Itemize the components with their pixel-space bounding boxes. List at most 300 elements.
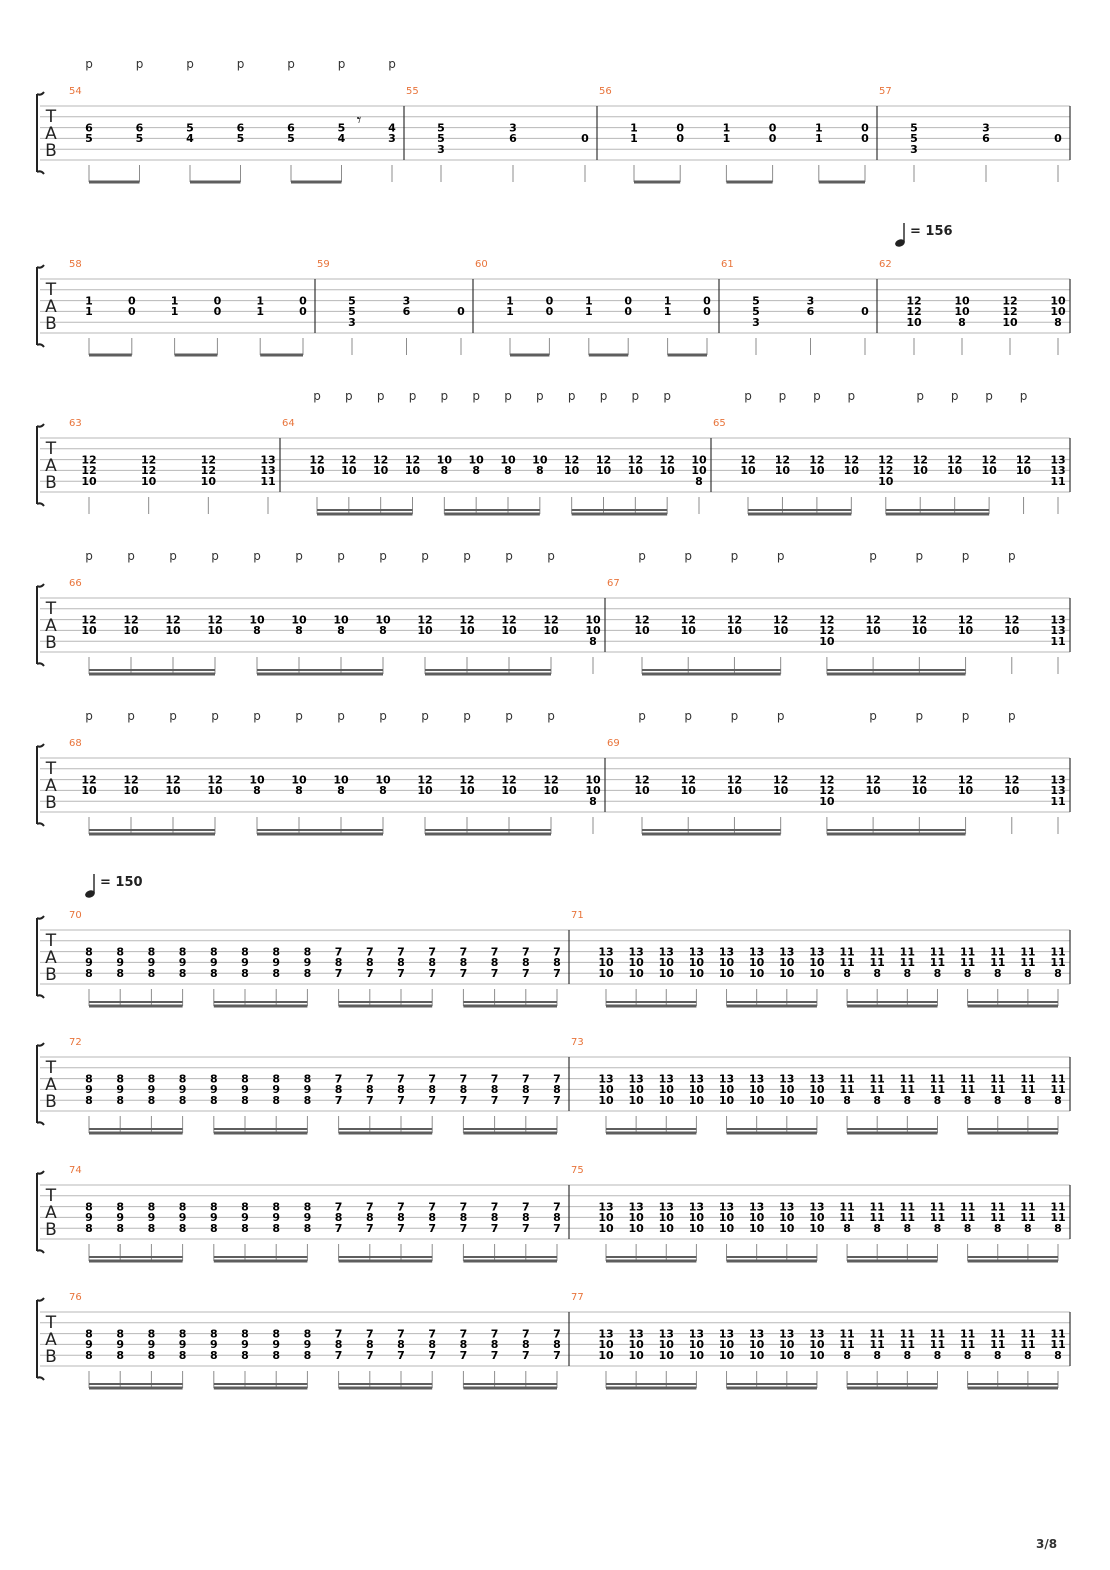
fret-number: 12: [634, 773, 650, 787]
fret-number: 8: [440, 464, 449, 478]
fret-number: 7: [365, 967, 374, 980]
fret-number: 8: [695, 475, 703, 488]
eighth-rest: 𝄾: [356, 110, 362, 131]
fret-number: 8: [178, 1072, 187, 1086]
fret-number: 8: [504, 464, 512, 478]
fret-number: 10: [688, 1222, 705, 1235]
fret-number: 10: [81, 624, 97, 638]
fret-number: 10: [333, 613, 349, 627]
fret-number: 7: [521, 1094, 530, 1107]
fret-number: 11: [869, 1327, 885, 1341]
fret-number: 13: [1050, 453, 1066, 467]
fret-number: 6: [509, 132, 517, 146]
fret-number: 9: [116, 1338, 125, 1352]
fret-number: 8: [365, 1338, 374, 1352]
fret-number: 8: [843, 1349, 851, 1362]
fret-number: 7: [428, 967, 437, 980]
fret-number: 12: [947, 453, 963, 467]
fret-number: 13: [260, 464, 276, 478]
fret-number: 9: [209, 1083, 218, 1097]
fret-number: 8: [303, 1222, 312, 1235]
fret-number: 8: [303, 1349, 312, 1362]
fret-number: 12: [373, 453, 389, 467]
fret-number: 13: [688, 1072, 705, 1086]
fret-number: 10: [688, 1094, 705, 1107]
fret-number: 11: [1020, 1072, 1036, 1086]
fret-number: 12: [417, 773, 433, 787]
fret-number: 11: [899, 1200, 915, 1214]
fret-number: 12: [207, 613, 223, 627]
fret-number: 11: [929, 1200, 946, 1214]
fret-number: 9: [178, 1083, 187, 1097]
fret-number: 11: [959, 1200, 976, 1214]
fret-number: 12: [740, 453, 756, 467]
fret-number: 8: [1024, 967, 1032, 980]
system-bracket: [37, 584, 44, 666]
fret-number: 13: [779, 945, 795, 959]
fret-number: 8: [903, 967, 912, 980]
fret-number: 8: [536, 464, 544, 478]
fret-number: 8: [147, 1327, 156, 1341]
fret-number: 9: [272, 956, 281, 970]
palm-mute-mark: p: [169, 709, 177, 723]
fret-number: 3: [752, 316, 760, 329]
palm-mute-mark: p: [236, 57, 245, 71]
fret-number: 10: [249, 613, 265, 627]
fret-number: 7: [397, 967, 405, 980]
fret-number: 7: [397, 1200, 405, 1214]
palm-mute-mark: p: [376, 389, 385, 403]
fret-number: 0: [213, 305, 222, 319]
fret-number: 0: [213, 294, 222, 308]
palm-mute-mark: p: [915, 709, 924, 723]
fret-number: 11: [990, 1338, 1006, 1352]
measure-number: 68: [69, 738, 82, 749]
fret-number: 5: [337, 121, 346, 135]
fret-number: 10: [954, 305, 970, 319]
fret-number: 8: [295, 784, 303, 798]
fret-number: 12: [957, 613, 974, 627]
fret-number: 8: [334, 1338, 343, 1352]
fret-number: 11: [1050, 1338, 1066, 1352]
palm-mute-mark: p: [295, 709, 303, 723]
fret-number: 10: [947, 464, 963, 478]
measure-number: 77: [571, 1292, 584, 1303]
fret-number: 7: [397, 1094, 405, 1107]
palm-mute-mark: p: [472, 389, 480, 403]
fret-number: 11: [1050, 635, 1066, 648]
fret-number: 9: [116, 1083, 125, 1097]
fret-number: 8: [241, 1222, 249, 1235]
palm-mute-mark: p: [599, 389, 608, 403]
fret-number: 10: [628, 1211, 644, 1225]
fret-number: 13: [1050, 624, 1066, 638]
fret-number: 1: [256, 305, 265, 319]
fret-number: 8: [873, 1222, 882, 1235]
fret-number: 10: [598, 1349, 614, 1362]
fret-number: 8: [365, 956, 374, 970]
fret-number: 8: [397, 956, 405, 970]
fret-number: 10: [628, 1094, 644, 1107]
fret-number: 8: [178, 1094, 187, 1107]
fret-number: 8: [459, 1083, 468, 1097]
measure-number: 73: [571, 1037, 584, 1048]
fret-number: 5: [437, 121, 445, 135]
fret-number: 0: [1054, 132, 1062, 146]
palm-mute-mark: p: [663, 389, 671, 403]
palm-mute-mark: p: [869, 709, 877, 723]
fret-number: 1: [814, 132, 823, 146]
fret-number: 8: [379, 784, 387, 798]
fret-number: 1: [630, 132, 638, 146]
palm-mute-mark: p: [337, 57, 346, 71]
palm-mute-mark: p: [638, 709, 646, 723]
fret-number: 11: [1050, 1072, 1066, 1086]
fret-number: 10: [598, 1094, 614, 1107]
measure-number: 66: [69, 578, 82, 589]
fret-number: 13: [809, 945, 825, 959]
fret-number: 0: [676, 132, 685, 146]
tab-clef-letter: B: [45, 633, 57, 653]
fret-number: 1: [663, 305, 672, 319]
system-bracket: [37, 424, 44, 506]
fret-number: 10: [658, 1083, 674, 1097]
fret-number: 8: [147, 945, 156, 959]
fret-number: 8: [334, 1083, 343, 1097]
fret-number: 7: [521, 1222, 530, 1235]
fret-number: 12: [564, 453, 580, 467]
palm-mute-mark: p: [135, 57, 144, 71]
fret-number: 1: [584, 305, 593, 319]
fret-number: 10: [749, 1349, 765, 1362]
palm-mute-mark: p: [337, 709, 345, 723]
fret-number: 9: [178, 1211, 187, 1225]
fret-number: 13: [658, 1200, 674, 1214]
palm-mute-mark: p: [463, 709, 471, 723]
fret-number: 10: [1050, 305, 1066, 319]
fret-number: 10: [878, 475, 894, 488]
fret-number: 0: [703, 305, 711, 319]
tab-clef-letter: A: [45, 776, 57, 796]
fret-number: 7: [553, 1327, 561, 1341]
palm-mute-mark: p: [127, 549, 135, 563]
fret-number: 11: [869, 1338, 885, 1352]
fret-number: 12: [1004, 773, 1020, 787]
fret-number: 0: [299, 294, 307, 308]
tempo-marking: = 150: [100, 875, 143, 890]
fret-number: 10: [718, 956, 735, 970]
fret-number: 7: [365, 1094, 374, 1107]
fret-number: 10: [658, 1222, 674, 1235]
palm-mute-mark: p: [950, 389, 959, 403]
fret-number: 8: [241, 1094, 249, 1107]
fret-number: 12: [501, 613, 517, 627]
fret-number: 11: [990, 945, 1006, 959]
fret-number: 8: [397, 1211, 405, 1225]
fret-number: 11: [959, 1327, 976, 1341]
fret-number: 11: [929, 1338, 946, 1352]
fret-number: 12: [501, 773, 517, 787]
fret-number: 11: [1050, 1211, 1066, 1225]
palm-mute-mark: p: [547, 709, 555, 723]
fret-number: 11: [929, 1211, 946, 1225]
fret-number: 8: [85, 1200, 93, 1214]
fret-number: 8: [365, 1211, 374, 1225]
fret-number: 6: [287, 121, 295, 135]
fret-number: 9: [303, 1211, 312, 1225]
fret-number: 10: [598, 956, 614, 970]
fret-number: 10: [628, 956, 644, 970]
fret-number: 11: [959, 1211, 976, 1225]
fret-number: 10: [779, 1222, 795, 1235]
fret-number: 8: [459, 1338, 468, 1352]
tab-clef-letter: A: [45, 297, 57, 317]
fret-number: 8: [903, 1349, 912, 1362]
fret-number: 8: [116, 1327, 125, 1341]
fret-number: 12: [819, 784, 835, 798]
fret-number: 5: [85, 132, 93, 146]
fret-number: 7: [490, 1327, 499, 1341]
fret-number: 7: [553, 1222, 561, 1235]
fret-number: 13: [260, 453, 276, 467]
fret-number: 8: [873, 967, 882, 980]
fret-number: 8: [241, 1072, 249, 1086]
fret-number: 3: [348, 316, 356, 329]
fret-number: 9: [116, 956, 125, 970]
fret-number: 10: [291, 613, 307, 627]
fret-number: 11: [869, 1211, 885, 1225]
fret-number: 1: [663, 294, 672, 308]
fret-number: 10: [981, 464, 997, 478]
fret-number: 7: [459, 1222, 468, 1235]
fret-number: 7: [490, 1200, 499, 1214]
fret-number: 13: [749, 1072, 765, 1086]
fret-number: 10: [585, 624, 601, 638]
fret-number: 10: [543, 624, 559, 638]
fret-number: 7: [397, 1072, 405, 1086]
fret-number: 13: [688, 1327, 705, 1341]
fret-number: 12: [309, 453, 325, 467]
fret-number: 13: [628, 945, 644, 959]
fret-number: 10: [165, 784, 181, 798]
tab-clef-letter: T: [45, 1186, 57, 1206]
fret-number: 10: [809, 1094, 825, 1107]
fret-number: 7: [334, 1349, 343, 1362]
fret-number: 7: [459, 945, 468, 959]
fret-number: 10: [680, 624, 696, 638]
fret-number: 12: [634, 613, 650, 627]
fret-number: 7: [334, 1072, 343, 1086]
fret-number: 13: [718, 1327, 735, 1341]
fret-number: 10: [688, 1083, 705, 1097]
fret-number: 7: [490, 1349, 499, 1362]
fret-number: 8: [272, 1094, 281, 1107]
fret-number: 7: [397, 945, 405, 959]
fret-number: 10: [459, 624, 475, 638]
fret-number: 10: [207, 624, 223, 638]
fret-number: 10: [865, 784, 881, 798]
fret-number: 1: [506, 305, 514, 319]
fret-number: 8: [903, 1222, 912, 1235]
fret-number: 11: [839, 1072, 855, 1086]
fret-number: 8: [553, 956, 561, 970]
fret-number: 9: [178, 1338, 187, 1352]
measure-number: 72: [69, 1037, 82, 1048]
fret-number: 12: [165, 613, 181, 627]
fret-number: 8: [85, 1094, 93, 1107]
measure-number: 70: [69, 910, 82, 921]
fret-number: 12: [417, 613, 433, 627]
fret-number: 8: [241, 967, 249, 980]
fret-number: 7: [365, 1072, 374, 1086]
fret-number: 7: [490, 1094, 499, 1107]
fret-number: 8: [521, 956, 530, 970]
fret-number: 10: [309, 464, 325, 478]
palm-mute-mark: p: [504, 389, 512, 403]
fret-number: 11: [899, 1327, 915, 1341]
fret-number: 11: [1050, 795, 1066, 808]
fret-number: 8: [303, 1094, 312, 1107]
fret-number: 10: [658, 956, 674, 970]
fret-number: 12: [726, 613, 743, 627]
fret-number: 13: [658, 945, 674, 959]
fret-number: 8: [933, 967, 942, 980]
fret-number: 8: [873, 1094, 882, 1107]
fret-number: 12: [1004, 613, 1020, 627]
fret-number: 7: [334, 1327, 343, 1341]
fret-number: 0: [624, 294, 633, 308]
measure-number: 55: [406, 86, 419, 97]
fret-number: 10: [628, 1338, 644, 1352]
fret-number: 7: [553, 1200, 561, 1214]
fret-number: 1: [814, 121, 823, 135]
fret-number: 11: [1020, 956, 1036, 970]
fret-number: 8: [116, 1349, 125, 1362]
fret-number: 8: [521, 1338, 530, 1352]
fret-number: 10: [779, 967, 795, 980]
fret-number: 10: [726, 624, 743, 638]
fret-number: 8: [963, 1094, 972, 1107]
fret-number: 13: [1050, 773, 1066, 787]
fret-number: 10: [373, 464, 389, 478]
fret-number: 12: [141, 453, 157, 467]
fret-number: 9: [241, 1211, 249, 1225]
tab-clef-letter: T: [45, 759, 57, 779]
fret-number: 10: [1004, 624, 1020, 638]
fret-number: 12: [819, 613, 835, 627]
fret-number: 3: [509, 121, 517, 135]
fret-number: 0: [545, 294, 554, 308]
tab-clef-letter: A: [45, 616, 57, 636]
fret-number: 0: [703, 294, 711, 308]
measure-number: 54: [69, 86, 82, 97]
fret-number: 10: [718, 1211, 735, 1225]
fret-number: 8: [272, 1327, 281, 1341]
fret-number: 8: [993, 1222, 1002, 1235]
fret-number: 1: [85, 294, 93, 308]
measure-number: 69: [607, 738, 620, 749]
fret-number: 10: [333, 773, 349, 787]
fret-number: 7: [365, 1200, 374, 1214]
fret-number: 8: [428, 1211, 437, 1225]
fret-number: 13: [779, 1327, 795, 1341]
fret-number: 8: [253, 784, 261, 798]
fret-number: 8: [209, 1349, 218, 1362]
system-bracket: [37, 92, 44, 174]
fret-number: 7: [397, 1222, 405, 1235]
fret-number: 5: [752, 294, 760, 308]
fret-number: 8: [553, 1083, 561, 1097]
fret-number: 8: [521, 1083, 530, 1097]
fret-number: 7: [365, 1349, 374, 1362]
fret-number: 9: [209, 1338, 218, 1352]
fret-number: 10: [680, 784, 696, 798]
palm-mute-mark: p: [730, 709, 739, 723]
fret-number: 8: [397, 1083, 405, 1097]
fret-number: 8: [553, 1338, 561, 1352]
measure-number: 56: [599, 86, 612, 97]
fret-number: 10: [809, 1083, 825, 1097]
fret-number: 11: [929, 1327, 946, 1341]
fret-number: 10: [459, 784, 475, 798]
fret-number: 8: [116, 1072, 125, 1086]
fret-number: 8: [459, 956, 468, 970]
fret-number: 8: [241, 945, 249, 959]
palm-mute-mark: p: [211, 709, 219, 723]
fret-number: 8: [958, 316, 966, 329]
fret-number: 10: [543, 784, 559, 798]
palm-mute-mark: p: [776, 709, 785, 723]
fret-number: 10: [809, 1338, 825, 1352]
fret-number: 7: [459, 967, 468, 980]
fret-number: 10: [726, 784, 743, 798]
fret-number: 8: [379, 624, 387, 638]
fret-number: 11: [990, 1200, 1006, 1214]
fret-number: 7: [334, 1094, 343, 1107]
fret-number: 10: [688, 967, 705, 980]
palm-mute-mark: p: [337, 549, 345, 563]
palm-mute-mark: p: [1019, 389, 1028, 403]
fret-number: 8: [85, 945, 93, 959]
fret-number: 8: [963, 967, 972, 980]
fret-number: 10: [779, 1083, 795, 1097]
fret-number: 8: [459, 1211, 468, 1225]
palm-mute-mark: p: [869, 549, 877, 563]
fret-number: 13: [598, 1200, 614, 1214]
fret-number: 13: [688, 945, 705, 959]
fret-number: 10: [774, 464, 791, 478]
fret-number: 10: [375, 613, 391, 627]
fret-number: 11: [959, 945, 976, 959]
fret-number: 12: [911, 773, 927, 787]
palm-mute-mark: p: [961, 709, 970, 723]
fret-number: 8: [1054, 316, 1062, 329]
fret-number: 11: [869, 1083, 885, 1097]
fret-number: 10: [634, 784, 650, 798]
fret-number: 12: [543, 773, 559, 787]
fret-number: 8: [933, 1222, 942, 1235]
palm-mute-mark: p: [345, 389, 353, 403]
fret-number: 7: [553, 945, 561, 959]
palm-mute-mark: p: [211, 549, 219, 563]
palm-mute-mark: p: [463, 549, 471, 563]
fret-number: 13: [779, 1200, 795, 1214]
fret-number: 11: [929, 1083, 946, 1097]
palm-mute-mark: p: [631, 389, 640, 403]
fret-number: 11: [899, 1072, 915, 1086]
tab-clef-letter: B: [45, 1347, 57, 1367]
system-bracket: [37, 744, 44, 826]
